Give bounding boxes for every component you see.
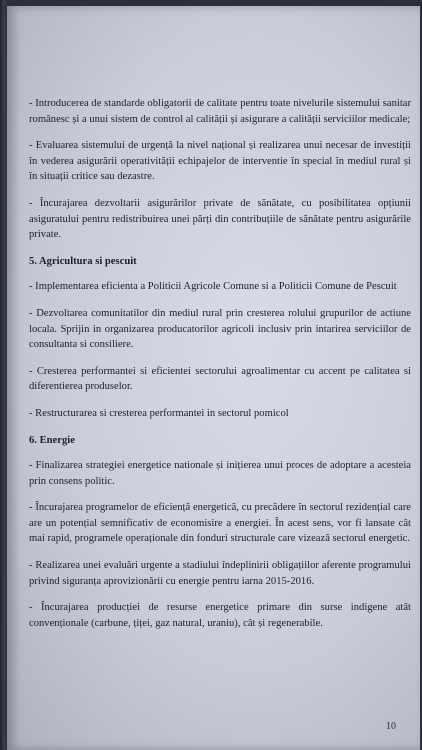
paragraph: - Restructurarea si cresterea performantei in sectorul pomicol bbox=[29, 407, 289, 419]
document-body bbox=[29, 96, 411, 642]
document-page bbox=[7, 6, 420, 750]
paragraph: - Încurajarea producției de resurse energetice primare din surse indigene atât convenționale (carbune, țiței, gaz natural, uraniu), cât și regenerabile. bbox=[29, 602, 411, 629]
paragraph: - Cresterea performantei si eficientei sectorului agroalimentar cu accent pe calitatea si diferentierea produselor. bbox=[29, 365, 411, 393]
paragraph: - Evaluarea sistemului de urgență la nivel național și realizarea unui necesar de investiții în vederea asigurării operativității echipajelor de interventie în special în mediul rural și în situații critice sau dezastre. bbox=[29, 140, 411, 183]
paragraph: - Realizarea unei evaluări urgente a stadiului îndeplinirii obligațiilor aferente programului privind siguranța aprovizionării cu energie pentru iarna 2015-2016. bbox=[29, 560, 411, 587]
paragraph: - Încurajarea dezvoltarii asigurărilor private de sănătate, cu posibilitatea opțiunii asiguratului pentru redistribuirea unei părți din contribuțiile de sănătate pentru asigurările private. bbox=[29, 197, 411, 241]
paragraph: - Implementarea eficienta a Politicii Agricole Comune si a Politicii Comune de Pescuit bbox=[29, 281, 397, 293]
paragraph: - Introducerea de standarde obligatorii de calitate pentru toate nivelurile sistemului sanitar românesc și a unui sistem de control al calității și asigurare a calității serviciilor medicale; bbox=[29, 98, 411, 125]
paragraph: - Finalizarea strategiei energetice nationale și inițierea unui proces de adoptare a acesteia prin consens politic. bbox=[29, 460, 411, 487]
paragraph: - Încurajarea programelor de eficiență energetică, cu precădere în sectorul rezidențial care are un potențial semnificativ de economisire a energiei. În acest sens, vor fi lansate cât mai rapid, programele operaționale din fonduri structurale care vizează sectorul energetic. bbox=[29, 502, 411, 545]
paragraph: - Dezvoltarea comunitatilor din mediul rural prin cresterea rolului grupurilor de actiune locala. Sprijin in organizarea producatorilor agricoli inclusiv prin intarirea serviciilor de consultanta si consiliere. bbox=[29, 307, 411, 351]
page-number: 10 bbox=[386, 721, 396, 732]
section-heading-energy: 6. Energie bbox=[29, 434, 75, 446]
section-heading-agriculture: 5. Agricultura si pescuit bbox=[29, 255, 137, 267]
